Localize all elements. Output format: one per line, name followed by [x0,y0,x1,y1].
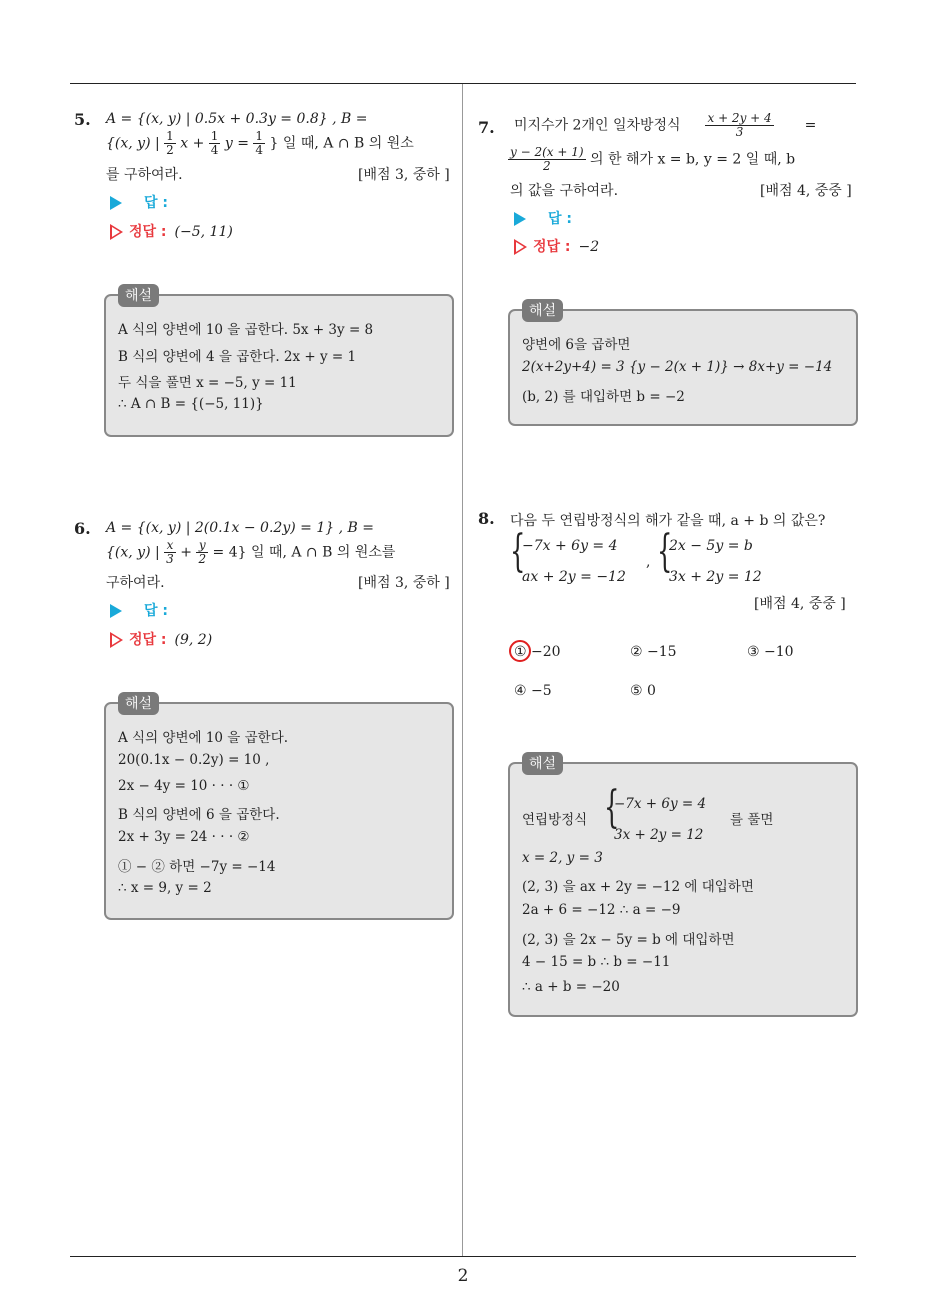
q5-solution-tag: 해설 [118,284,159,307]
outline-arrow-icon [110,224,123,240]
choice-4[interactable]: ④ −5 [514,683,552,699]
q5-score: [배점 3, 중하 ] [358,167,450,183]
q5-sol-line: A 식의 양변에 10 을 곱한다. 5x + 3y = 8 [118,322,374,338]
q5-sol-line: ∴ A ∩ B = {(−5, 11)} [118,396,264,412]
q6-line1: A = {(x, y) | 2(0.1x − 0.2y) = 1} , B = [106,520,374,536]
page-number: 2 [457,1266,469,1286]
q6-line2: {(x, y) | $\frac{x}{3}$ + $\frac{y}{2}$ = 4} 일 때, A ∩ B 의 원소를 [106,538,396,567]
q7-sol-line: 양변에 6을 곱하면 [522,337,631,353]
q5-line1: A = {(x, y) | 0.5x + 0.3y = 0.8} , B = [106,111,368,127]
q6-score: [배점 3, 중하 ] [358,575,450,591]
q7-line3: 의 값을 구하여라. [510,183,619,199]
q8-solution-tag: 해설 [522,752,563,775]
q8-sol-line: ∴ a + b = −20 [522,979,620,995]
choice-2[interactable]: ② −15 [630,644,677,660]
choice-3[interactable]: ③ −10 [747,644,794,660]
outline-arrow-icon [514,239,527,255]
q5-answer-label: 답 : [110,192,168,212]
q7-correct-answer: 정답 : −2 [514,236,599,256]
q6-solution-tag: 해설 [118,692,159,715]
q5-solution-box [104,288,454,437]
q8-brace-1: { [510,526,526,577]
q7-answer-label: 답 : [514,208,572,228]
q6-sol-line: ∴ x = 9, y = 2 [118,880,212,896]
q6-line3: 구하여라. [106,575,165,591]
q8-sol-sys-eq1: −7x + 6y = 4 [614,796,707,812]
q6-answer-label: 답 : [110,600,168,620]
q6-solution-box [104,696,454,920]
q5-sol-line: B 식의 양변에 4 을 곱한다. 2x + y = 1 [118,349,357,365]
q7-number: 7. [478,118,495,137]
q7-line1: 미지수가 2개인 일차방정식 $\frac{x + 2y + 4}{3}$ = [514,111,817,140]
bottom-rule [70,1256,856,1257]
q6-number: 6. [74,519,91,538]
play-arrow-icon [110,604,122,618]
q7-solution-box [508,303,858,426]
q8-sol-line: x = 2, y = 3 [522,850,603,866]
q8-sys2-eq1: 2x − 5y = b [669,538,753,554]
q6-sol-line: 2x − 4y = 10 · · · ① [118,778,250,794]
q6-sol-line: B 식의 양변에 6 을 곱한다. [118,807,280,823]
q7-sol-line: (b, 2) 를 대입하면 b = −2 [522,389,685,405]
q8-sol-intro-b: 를 풀면 [730,812,774,828]
q6-correct-answer: 정답 : (9, 2) [110,629,212,649]
q5-line2: {(x, y) | $\frac{1}{2}$ x + $\frac{1}{4}$ y = $\frac{1}{4}$ } 일 때, A ∩ B 의 원소 [106,129,414,158]
q8-sol-line: (2, 3) 을 ax + 2y = −12 에 대입하면 [522,879,754,895]
q8-sol-intro: 연립방정식 [522,812,588,828]
q6-sol-line: 2x + 3y = 24 · · · ② [118,829,250,845]
q8-sol-brace: { [604,782,620,833]
q7-line2: $\frac{y - 2(x + 1)}{2}$ 의 한 해가 x = b, y = 2 일 때, b [510,145,796,174]
q5-number: 5. [74,110,91,129]
outline-arrow-icon [110,632,123,648]
choice-5[interactable]: ⑤ 0 [630,683,656,699]
q8-sys1-eq1: −7x + 6y = 4 [522,538,618,554]
top-rule [70,83,856,84]
q5-line3: 를 구하여라. [106,167,183,183]
q8-brace-2: { [657,526,673,577]
q8-solution-box [508,756,858,1017]
q8-sys1-eq2: ax + 2y = −12 [522,569,626,585]
choice-1[interactable]: ① −20 [514,644,561,660]
q8-sys2-eq2: 3x + 2y = 12 [669,569,762,585]
q8-sol-line: (2, 3) 을 2x − 5y = b 에 대입하면 [522,932,735,948]
q8-number: 8. [478,509,495,528]
q7-sol-line: 2(x+2y+4) = 3 {y − 2(x + 1)} → 8x+y = −14 [522,359,833,375]
q6-sol-line: 20(0.1x − 0.2y) = 10 , [118,752,270,768]
q8-separator: , [646,554,651,570]
q8-sol-sys-eq2: 3x + 2y = 12 [614,827,704,843]
q6-sol-line: ① − ② 하면 −7y = −14 [118,859,276,875]
q7-solution-tag: 해설 [522,299,563,322]
q7-score: [배점 4, 중중 ] [760,183,852,199]
play-arrow-icon [514,212,526,226]
q8-score: [배점 4, 중중 ] [754,596,846,612]
q8-line1: 다음 두 연립방정식의 해가 같을 때, a + b 의 값은? [510,513,826,529]
q8-sol-line: 2a + 6 = −12 ∴ a = −9 [522,902,681,918]
q5-correct-answer: 정답 : (−5, 11) [110,221,233,241]
column-divider [462,84,463,1256]
q5-sol-line: 두 식을 풀면 x = −5, y = 11 [118,375,297,391]
play-arrow-icon [110,196,122,210]
q8-sol-line: 4 − 15 = b ∴ b = −11 [522,954,671,970]
q6-sol-line: A 식의 양변에 10 을 곱한다. [118,730,289,746]
